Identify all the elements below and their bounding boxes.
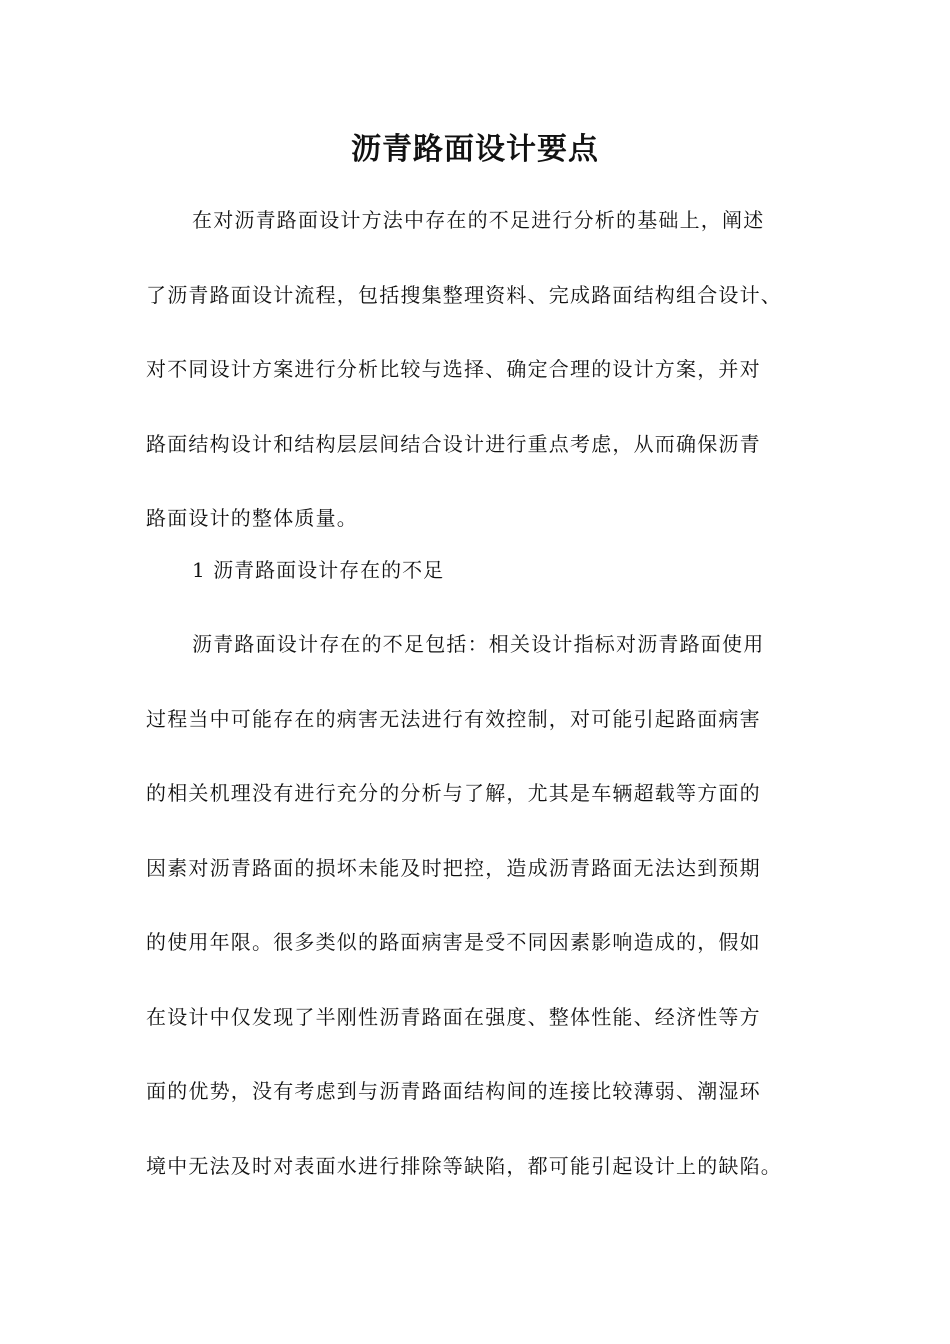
paragraph-line: 对不同设计方案进行分析比较与选择、确定合理的设计方案，并对 bbox=[146, 357, 761, 381]
paragraph-line: 境中无法及时对表面水进行排除等缺陷，都可能引起设计上的缺陷。 bbox=[146, 1153, 782, 1178]
paragraph-line: 了沥青路面设计流程，包括搜集整理资料、完成路面结构组合设计、 bbox=[146, 282, 782, 307]
section-heading: 1 沥青路面设计存在的不足 bbox=[192, 558, 445, 582]
paragraph-line: 在对沥青路面设计方法中存在的不足进行分析的基础上，阐述 bbox=[192, 208, 765, 232]
paragraph-line: 在设计中仅发现了半刚性沥青路面在强度、整体性能、经济性等方 bbox=[146, 1004, 761, 1029]
section-paragraph bbox=[146, 607, 816, 1203]
paragraph-line: 因素对沥青路面的损坏未能及时把控，造成沥青路面无法达到预期 bbox=[146, 855, 761, 880]
paragraph-line: 路面结构设计和结构层层间结合设计进行重点考虑，从而确保沥青 bbox=[146, 431, 761, 456]
paragraph-line: 的相关机理没有进行充分的分析与了解，尤其是车辆超载等方面的 bbox=[146, 781, 761, 805]
document-title: 沥青路面设计要点 bbox=[351, 132, 599, 167]
paragraph-line: 过程当中可能存在的病害无法进行有效控制，对可能引起路面病害 bbox=[146, 706, 761, 731]
paragraph-line: 的使用年限。很多类似的路面病害是受不同因素影响造成的，假如 bbox=[146, 930, 761, 954]
paragraph-line: 路面设计的整体质量。 bbox=[146, 506, 358, 530]
paragraph-line: 沥青路面设计存在的不足包括：相关设计指标对沥青路面使用 bbox=[192, 632, 765, 656]
intro-paragraph bbox=[146, 183, 816, 556]
paragraph-line: 面的优势，没有考虑到与沥青路面结构间的连接比较薄弱、潮湿环 bbox=[146, 1079, 761, 1103]
